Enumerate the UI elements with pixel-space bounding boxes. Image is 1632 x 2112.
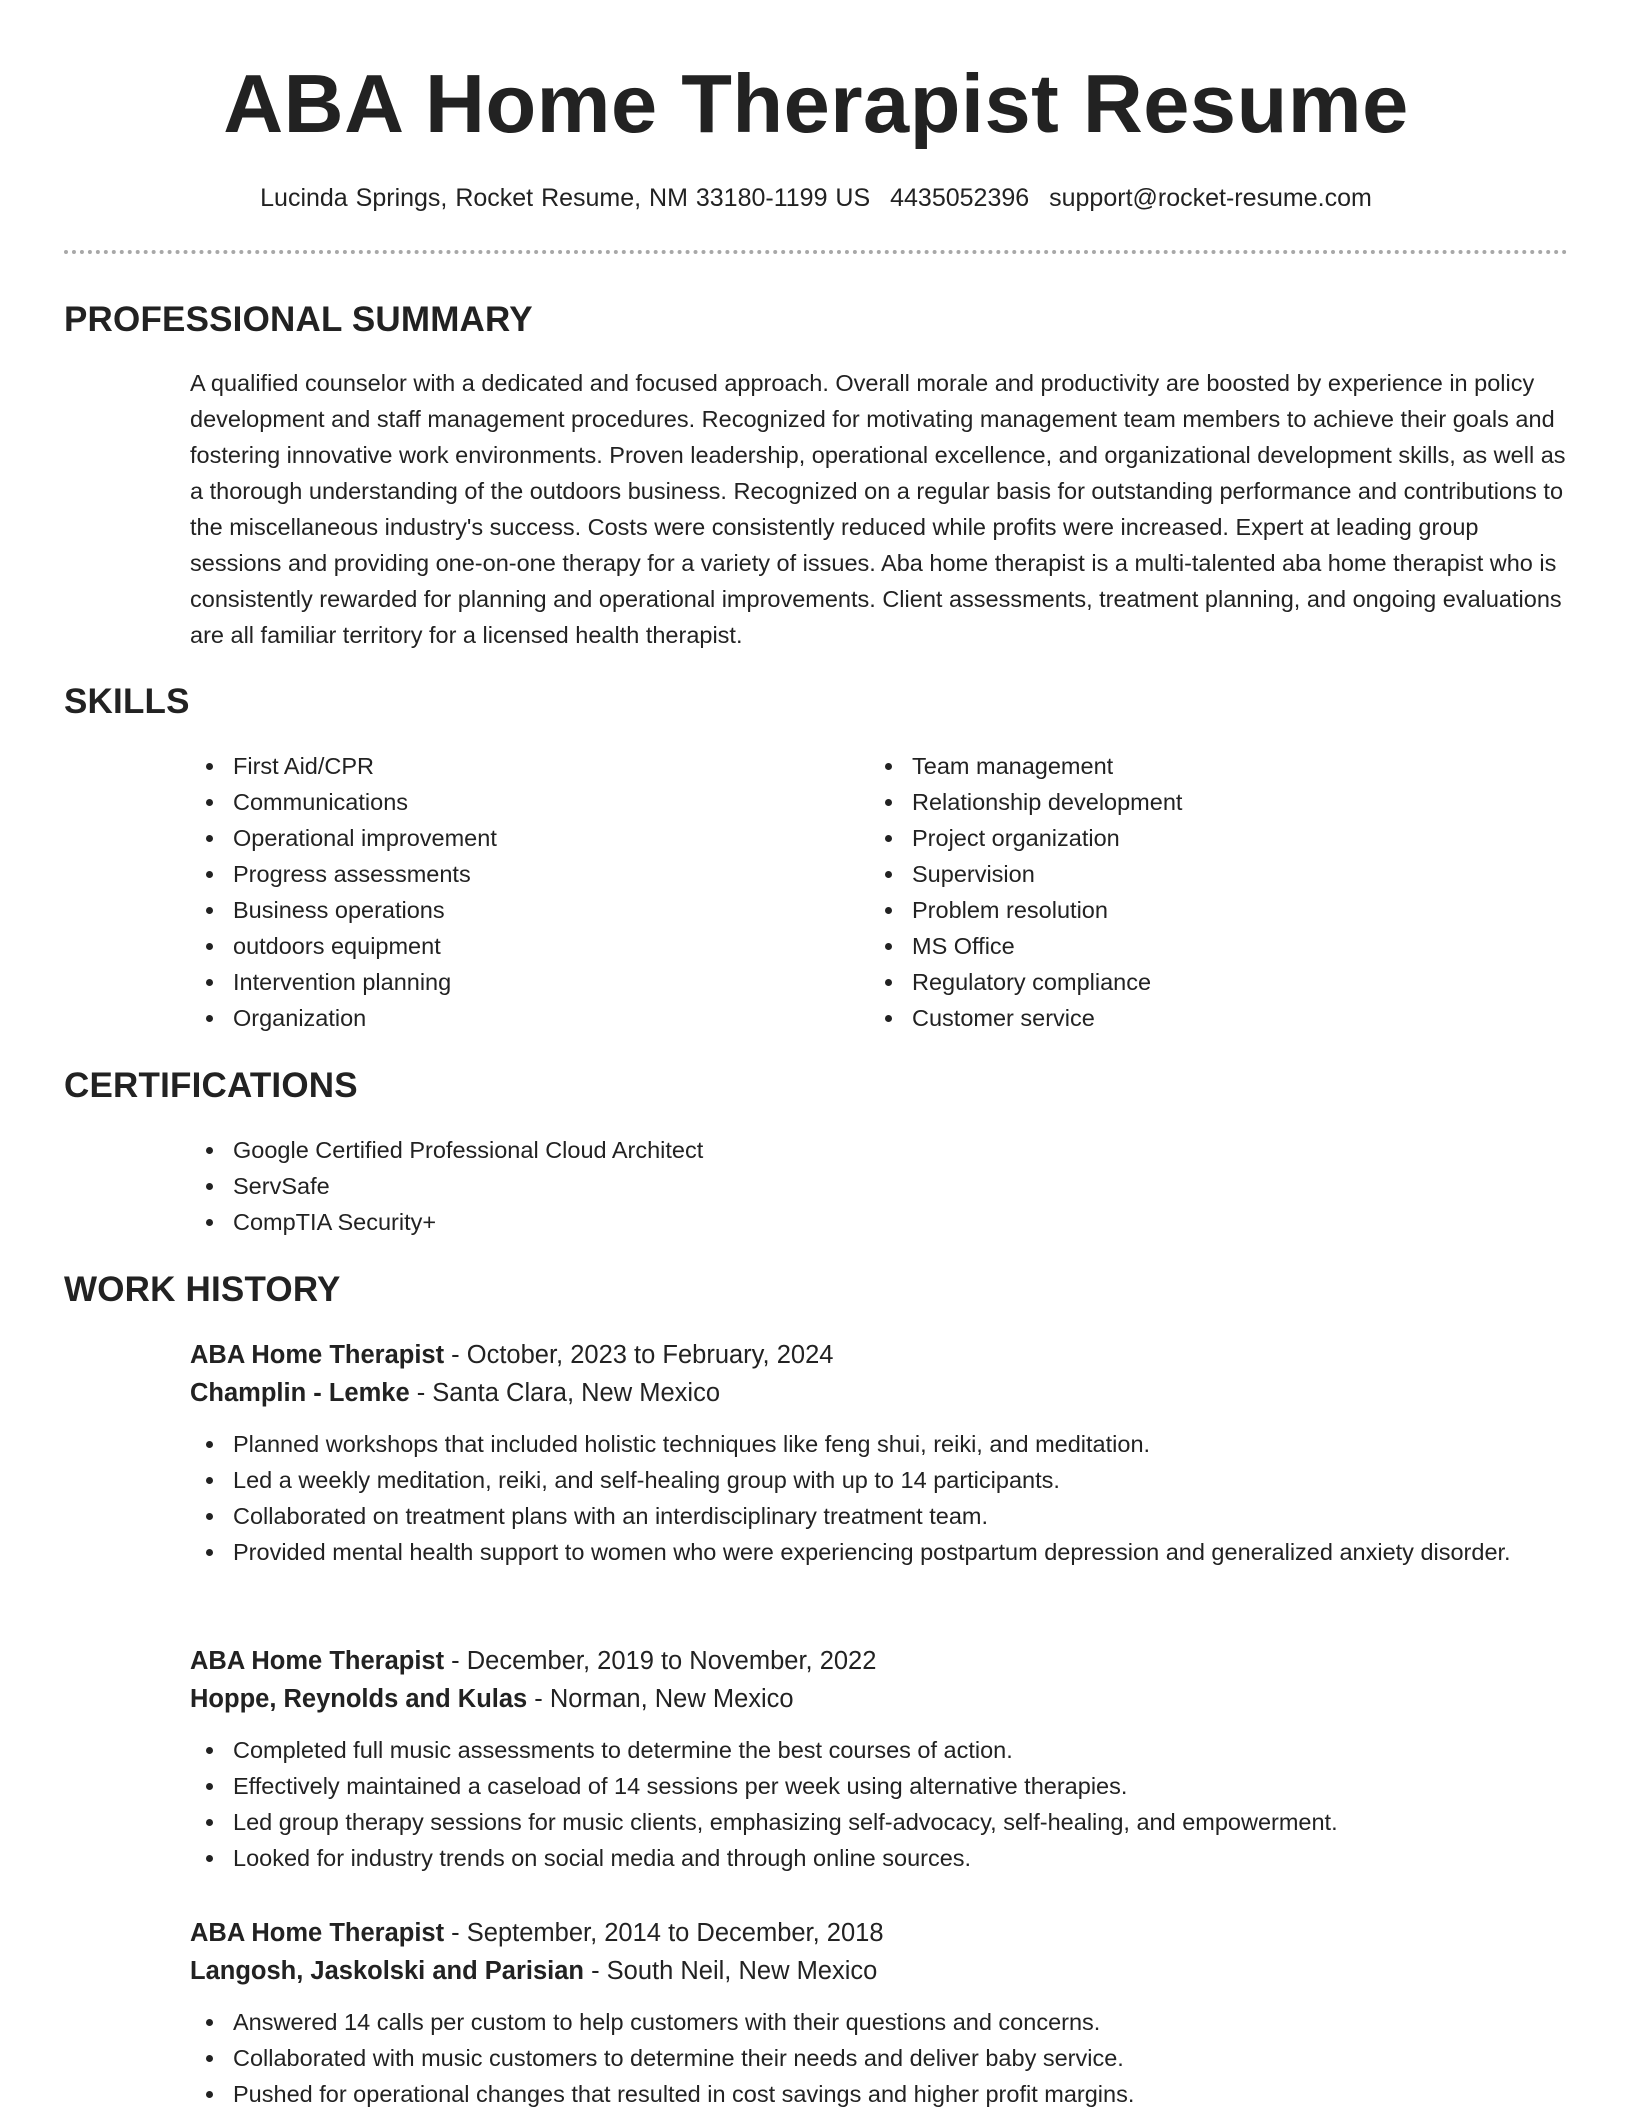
- job-title-line: [190, 1914, 1568, 1952]
- certifications-list: [190, 1132, 1568, 1240]
- job-bullet: Effectively maintained a caseload of 14 sessions per week using alternative therapies.: [190, 1768, 1533, 1804]
- skill-item: Relationship development: [869, 784, 1509, 820]
- certifications-heading: CERTIFICATIONS: [64, 1066, 358, 1105]
- job-location: - Santa Clara, New Mexico: [409, 1379, 720, 1407]
- skill-item: Project organization: [869, 820, 1509, 856]
- job-company-line: [190, 1680, 1568, 1718]
- job-bullet: Provided mental health support to women who were experiencing postpartum depression and generalized anxiety disorder.: [190, 1534, 1533, 1570]
- job-bullet: Pushed for operational changes that resulted in cost savings and higher profit margins.: [190, 2076, 1533, 2112]
- work-history-heading: WORK HISTORY: [64, 1270, 341, 1309]
- job-title: ABA Home Therapist: [190, 1341, 445, 1369]
- job-title-line: [190, 1336, 1568, 1374]
- address: Lucinda Springs, Rocket Resume, NM 33180-1199 US: [260, 184, 871, 212]
- job-bullets: [190, 1732, 1568, 1876]
- skills-list-left: [190, 748, 830, 1036]
- job-company-line: [190, 1374, 1568, 1412]
- skills-heading: SKILLS: [64, 682, 190, 721]
- job-location: - South Neil, New Mexico: [583, 1957, 878, 1985]
- job-company: Langosh, Jaskolski and Parisian: [190, 1957, 584, 1985]
- job-bullets: [190, 2004, 1568, 2112]
- job-dates: - October, 2023 to February, 2024: [444, 1341, 834, 1369]
- skill-item: Regulatory compliance: [869, 964, 1509, 1000]
- job-bullet: Looked for industry trends on social media and through online sources.: [190, 1840, 1533, 1876]
- skill-item: outdoors equipment: [190, 928, 830, 964]
- skill-item: Intervention planning: [190, 964, 830, 1000]
- skills-list-right: [869, 748, 1509, 1036]
- skill-item: Customer service: [869, 1000, 1509, 1036]
- job-entry: [190, 1642, 1568, 1876]
- skill-item: Team management: [869, 748, 1509, 784]
- job-bullets: [190, 1426, 1568, 1570]
- skill-item: Communications: [190, 784, 830, 820]
- job-company: Champlin - Lemke: [190, 1379, 410, 1407]
- skill-item: Progress assessments: [190, 856, 830, 892]
- job-bullet: Answered 14 calls per custom to help customers with their questions and concerns.: [190, 2004, 1533, 2040]
- job-location: - Norman, New Mexico: [527, 1685, 794, 1713]
- job-company-line: [190, 1952, 1568, 1990]
- skill-item: Problem resolution: [869, 892, 1509, 928]
- header-divider: [64, 250, 1568, 254]
- job-bullet: Completed full music assessments to determine the best courses of action.: [190, 1732, 1533, 1768]
- skill-item: Organization: [190, 1000, 830, 1036]
- job-bullet: Planned workshops that included holistic techniques like feng shui, reiki, and meditation.: [190, 1426, 1533, 1462]
- certification-item: Google Certified Professional Cloud Architect: [190, 1132, 1568, 1168]
- skill-item: MS Office: [869, 928, 1509, 964]
- resume-title: ABA Home Therapist Resume: [223, 57, 1409, 150]
- skill-item: Supervision: [869, 856, 1509, 892]
- certification-item: CompTIA Security+: [190, 1204, 1568, 1240]
- certification-item: ServSafe: [190, 1168, 1568, 1204]
- job-title-line: [190, 1642, 1568, 1680]
- job-dates: - September, 2014 to December, 2018: [444, 1919, 884, 1947]
- email: support@rocket-resume.com: [1049, 184, 1372, 212]
- job-bullet: Collaborated with music customers to determine their needs and deliver baby service.: [190, 2040, 1533, 2076]
- contact-info: [0, 180, 1632, 216]
- job-company: Hoppe, Reynolds and Kulas: [190, 1685, 528, 1713]
- skill-item: First Aid/CPR: [190, 748, 830, 784]
- job-title: ABA Home Therapist: [190, 1919, 445, 1947]
- summary-text: A qualified counselor with a dedicated and focused approach. Overall morale and productivity are boosted by experience in policy development and staff management procedures. Recognized for motivating management team members to achieve their goals and fostering innovative work environments. Proven leadership, operational excellence, and organizational development skills, as well as a thorough understanding of the outdoors business. Recognized on a regular basis for outstanding performance and contributions to the miscellaneous industry's success. Costs were consistently reduced while profits were increased. Expert at leading group sessions and providing one-on-one therapy for a variety of issues. Aba home therapist is a multi-talented aba home therapist who is consistently rewarded for planning and operational improvements. Client assessments, treatment planning, and ongoing evaluations are all familiar territory for a licensed health therapist.: [190, 370, 1566, 648]
- summary-heading: PROFESSIONAL SUMMARY: [64, 300, 533, 339]
- skill-item: Operational improvement: [190, 820, 830, 856]
- job-entry: [190, 1914, 1568, 2112]
- job-title: ABA Home Therapist: [190, 1647, 445, 1675]
- phone: 4435052396: [890, 184, 1030, 212]
- job-bullet: Led a weekly meditation, reiki, and self-healing group with up to 14 participants.: [190, 1462, 1533, 1498]
- job-bullet: Led group therapy sessions for music clients, emphasizing self-advocacy, self-healing, and empowerment.: [190, 1804, 1533, 1840]
- job-entry: [190, 1336, 1568, 1570]
- skill-item: Business operations: [190, 892, 830, 928]
- job-bullet: Collaborated on treatment plans with an interdisciplinary treatment team.: [190, 1498, 1533, 1534]
- job-dates: - December, 2019 to November, 2022: [444, 1647, 877, 1675]
